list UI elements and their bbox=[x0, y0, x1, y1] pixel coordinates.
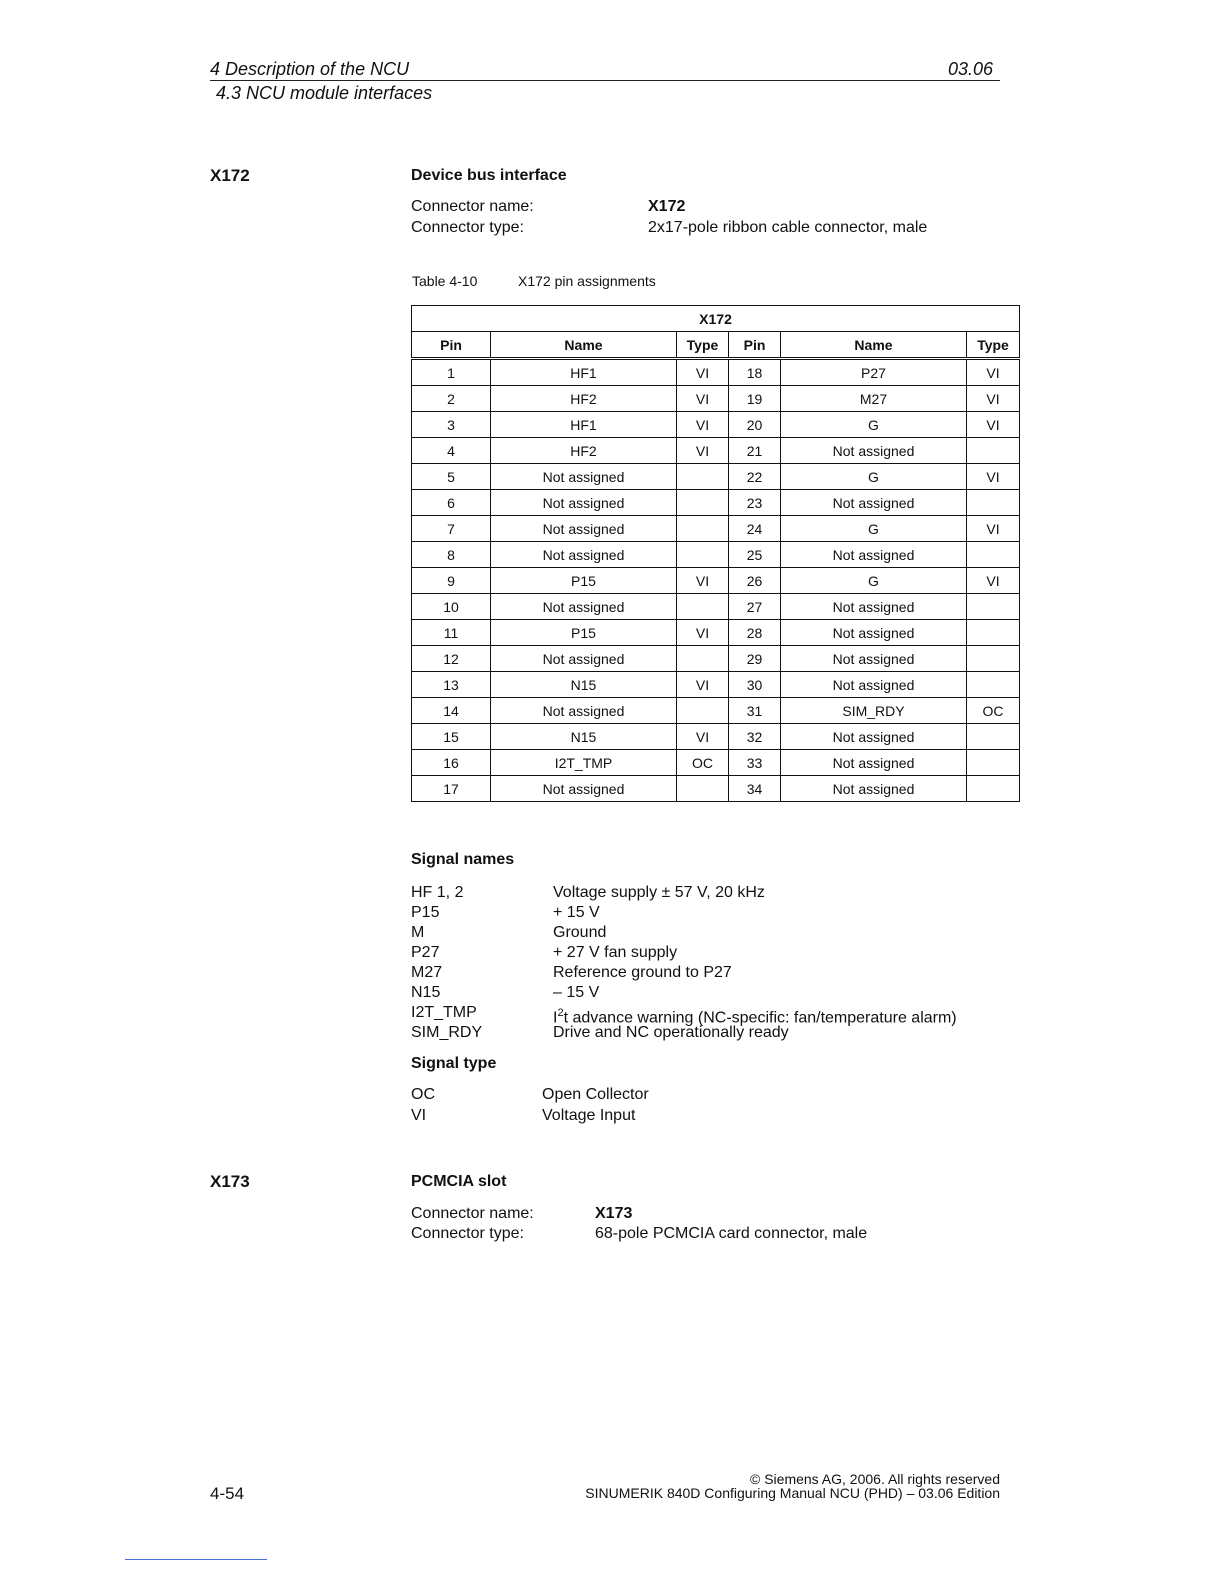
table-row bbox=[412, 698, 1020, 724]
table-cell: OC bbox=[677, 750, 729, 776]
table-cell: 33 bbox=[729, 750, 781, 776]
table-cell: 29 bbox=[729, 646, 781, 672]
table-cell: 9 bbox=[412, 568, 491, 594]
table-cell: 30 bbox=[729, 672, 781, 698]
signal-name-key: P15 bbox=[411, 904, 440, 921]
signal-name-key: SIM_RDY bbox=[411, 1024, 483, 1041]
table-row bbox=[412, 646, 1020, 672]
chapter-title: 4 Description of the NCU bbox=[210, 59, 410, 79]
table-cell: Not assigned bbox=[491, 542, 677, 568]
table-cell bbox=[967, 750, 1020, 776]
table-cell: VI bbox=[967, 359, 1020, 386]
table-cell: I2T_TMP bbox=[491, 750, 677, 776]
x172-section-id: X172 bbox=[210, 166, 250, 185]
x172-connector-type-value: 2x17-pole ribbon cable connector, male bbox=[648, 219, 928, 236]
pin-assignment-table bbox=[411, 305, 1020, 802]
signal-name-key: P27 bbox=[411, 944, 440, 961]
table-cell: VI bbox=[677, 568, 729, 594]
table-cell: 31 bbox=[729, 698, 781, 724]
bottom-rule bbox=[125, 1559, 267, 1560]
section-title: 4.3 NCU module interfaces bbox=[216, 83, 433, 103]
table-cell bbox=[677, 646, 729, 672]
table-row bbox=[412, 750, 1020, 776]
table-cell: 12 bbox=[412, 646, 491, 672]
table-cell: Not assigned bbox=[491, 776, 677, 802]
signal-type-description: Voltage Input bbox=[542, 1107, 636, 1124]
table-cell: N15 bbox=[491, 724, 677, 750]
signal-name-description: – 15 V bbox=[553, 984, 600, 1001]
signal-name-key: HF 1, 2 bbox=[411, 884, 464, 901]
x172-connector-name-label: Connector name: bbox=[411, 198, 534, 215]
table-row bbox=[412, 438, 1020, 464]
signal-name-description: Voltage supply ± 57 V, 20 kHz bbox=[553, 884, 765, 901]
table-cell: Not assigned bbox=[491, 516, 677, 542]
table-cell: 14 bbox=[412, 698, 491, 724]
table-row bbox=[412, 776, 1020, 802]
table-cell: 10 bbox=[412, 594, 491, 620]
table-cell bbox=[967, 724, 1020, 750]
signal-name-description: + 27 V fan supply bbox=[553, 944, 678, 961]
table-cell: 28 bbox=[729, 620, 781, 646]
table-cell: Not assigned bbox=[781, 542, 967, 568]
table-cell: G bbox=[781, 412, 967, 438]
table-cell bbox=[967, 594, 1020, 620]
table-row bbox=[412, 464, 1020, 490]
table-cell: OC bbox=[967, 698, 1020, 724]
table-cell: Not assigned bbox=[781, 672, 967, 698]
table-cell: 16 bbox=[412, 750, 491, 776]
x173-connector-type-value: 68-pole PCMCIA card connector, male bbox=[595, 1225, 868, 1242]
table-cell: VI bbox=[967, 386, 1020, 412]
table-cell: HF2 bbox=[491, 386, 677, 412]
table-cell bbox=[967, 542, 1020, 568]
table-row bbox=[412, 672, 1020, 698]
column-header: Name bbox=[781, 332, 967, 359]
table-cell: HF1 bbox=[491, 412, 677, 438]
table-cell: 15 bbox=[412, 724, 491, 750]
signal-name-description-prefix: I bbox=[553, 1009, 558, 1027]
table-cell: N15 bbox=[491, 672, 677, 698]
table-cell: Not assigned bbox=[491, 594, 677, 620]
table-cell: 13 bbox=[412, 672, 491, 698]
x173-section-id: X173 bbox=[210, 1172, 250, 1191]
table-caption-number: Table 4-10 bbox=[412, 273, 478, 289]
table-row bbox=[412, 490, 1020, 516]
table-cell: VI bbox=[677, 412, 729, 438]
table-cell: 27 bbox=[729, 594, 781, 620]
table-cell: 17 bbox=[412, 776, 491, 802]
table-cell: M27 bbox=[781, 386, 967, 412]
table-cell: VI bbox=[967, 464, 1020, 490]
copyright-notice: © Siemens AG, 2006. All rights reserved bbox=[750, 1471, 1000, 1487]
table-cell: P27 bbox=[781, 359, 967, 386]
signal-type-title: Signal type bbox=[411, 1055, 497, 1072]
table-cell: 4 bbox=[412, 438, 491, 464]
table-cell: 19 bbox=[729, 386, 781, 412]
table-cell bbox=[967, 646, 1020, 672]
signal-type-description: Open Collector bbox=[542, 1086, 649, 1103]
table-cell: P15 bbox=[491, 568, 677, 594]
signal-type-key: OC bbox=[411, 1086, 435, 1103]
column-header: Pin bbox=[412, 332, 491, 359]
page-number: 4-54 bbox=[210, 1484, 245, 1503]
table-cell: 7 bbox=[412, 516, 491, 542]
table-cell: VI bbox=[967, 568, 1020, 594]
signal-name-key: M27 bbox=[411, 964, 443, 981]
table-cell: VI bbox=[967, 412, 1020, 438]
signal-name-description: Drive and NC operationally ready bbox=[553, 1024, 789, 1041]
edition-date: 03.06 bbox=[948, 59, 994, 79]
table-cell bbox=[967, 490, 1020, 516]
table-row bbox=[412, 620, 1020, 646]
table-cell: 24 bbox=[729, 516, 781, 542]
signal-type-key: VI bbox=[411, 1107, 427, 1124]
table-cell: 18 bbox=[729, 359, 781, 386]
table-cell: 34 bbox=[729, 776, 781, 802]
manual-title: SINUMERIK 840D Configuring Manual NCU (PHD) – 03.06 Edition bbox=[585, 1485, 1000, 1501]
table-cell: VI bbox=[677, 386, 729, 412]
table-cell: G bbox=[781, 464, 967, 490]
table-cell: 22 bbox=[729, 464, 781, 490]
table-cell: 25 bbox=[729, 542, 781, 568]
table-cell bbox=[677, 698, 729, 724]
table-cell: 3 bbox=[412, 412, 491, 438]
table-cell: 26 bbox=[729, 568, 781, 594]
table-cell: HF1 bbox=[491, 359, 677, 386]
table-cell: VI bbox=[677, 672, 729, 698]
table-row bbox=[412, 724, 1020, 750]
table-cell bbox=[677, 776, 729, 802]
table-cell: Not assigned bbox=[781, 750, 967, 776]
table-cell: VI bbox=[677, 724, 729, 750]
table-cell: VI bbox=[967, 516, 1020, 542]
x173-connector-type-label: Connector type: bbox=[411, 1225, 524, 1242]
x172-connector-type-label: Connector type: bbox=[411, 219, 524, 236]
signal-name-description: Ground bbox=[553, 924, 607, 941]
table-cell: SIM_RDY bbox=[781, 698, 967, 724]
table-cell: Not assigned bbox=[781, 620, 967, 646]
table-cell: 2 bbox=[412, 386, 491, 412]
table-cell bbox=[677, 516, 729, 542]
signal-name-key: M bbox=[411, 924, 425, 941]
table-row bbox=[412, 594, 1020, 620]
table-cell: Not assigned bbox=[781, 724, 967, 750]
table-cell: G bbox=[781, 516, 967, 542]
table-cell bbox=[967, 438, 1020, 464]
table-cell: 32 bbox=[729, 724, 781, 750]
table-cell bbox=[677, 464, 729, 490]
column-header: Type bbox=[967, 332, 1020, 359]
table-row bbox=[412, 386, 1020, 412]
table-cell: P15 bbox=[491, 620, 677, 646]
signal-name-key: N15 bbox=[411, 984, 441, 1001]
table-cell: G bbox=[781, 568, 967, 594]
table-caption bbox=[412, 273, 656, 289]
table-cell bbox=[677, 542, 729, 568]
table-cell: Not assigned bbox=[781, 490, 967, 516]
table-cell: Not assigned bbox=[491, 490, 677, 516]
table-cell: Not assigned bbox=[491, 698, 677, 724]
table-cell: HF2 bbox=[491, 438, 677, 464]
table-cell: 23 bbox=[729, 490, 781, 516]
table-cell: Not assigned bbox=[781, 776, 967, 802]
column-header: Name bbox=[491, 332, 677, 359]
table-row bbox=[412, 516, 1020, 542]
table-cell: Not assigned bbox=[491, 464, 677, 490]
x172-section-title: Device bus interface bbox=[411, 167, 567, 184]
table-cell bbox=[967, 672, 1020, 698]
table-cell: Not assigned bbox=[781, 438, 967, 464]
table-cell: 1 bbox=[412, 359, 491, 386]
x172-connector-name-value: X172 bbox=[648, 198, 686, 215]
table-row bbox=[412, 412, 1020, 438]
signal-name-key: I2T_TMP bbox=[411, 1004, 477, 1021]
table-row bbox=[412, 359, 1020, 386]
table-group-header: X172 bbox=[412, 306, 1020, 332]
x173-connector-name-label: Connector name: bbox=[411, 1205, 534, 1222]
table-cell: Not assigned bbox=[781, 594, 967, 620]
table-cell: VI bbox=[677, 620, 729, 646]
signal-name-description-text: t advance warning (NC-specific: fan/temperature alarm) bbox=[563, 1009, 957, 1027]
table-cell: Not assigned bbox=[781, 646, 967, 672]
table-cell bbox=[967, 776, 1020, 802]
table-cell: 11 bbox=[412, 620, 491, 646]
table-row bbox=[412, 568, 1020, 594]
table-cell: 8 bbox=[412, 542, 491, 568]
x173-connector-name-value: X173 bbox=[595, 1205, 633, 1222]
column-header: Type bbox=[677, 332, 729, 359]
column-header: Pin bbox=[729, 332, 781, 359]
signal-name-description: + 15 V bbox=[553, 904, 600, 921]
table-cell: 21 bbox=[729, 438, 781, 464]
table-cell: 6 bbox=[412, 490, 491, 516]
table-row bbox=[412, 542, 1020, 568]
table-cell bbox=[677, 490, 729, 516]
header-rule bbox=[210, 80, 1000, 81]
table-cell bbox=[967, 620, 1020, 646]
table-cell: VI bbox=[677, 438, 729, 464]
signal-name-description-superscript: 2 bbox=[557, 1007, 564, 1019]
signal-name-description: Reference ground to P27 bbox=[553, 964, 732, 981]
x173-section-title: PCMCIA slot bbox=[411, 1173, 507, 1190]
table-cell: 20 bbox=[729, 412, 781, 438]
table-cell: VI bbox=[677, 359, 729, 386]
table-caption-title: X172 pin assignments bbox=[518, 273, 656, 289]
signal-names-title: Signal names bbox=[411, 851, 515, 868]
table-cell bbox=[677, 594, 729, 620]
table-cell: 5 bbox=[412, 464, 491, 490]
table-cell: Not assigned bbox=[491, 646, 677, 672]
